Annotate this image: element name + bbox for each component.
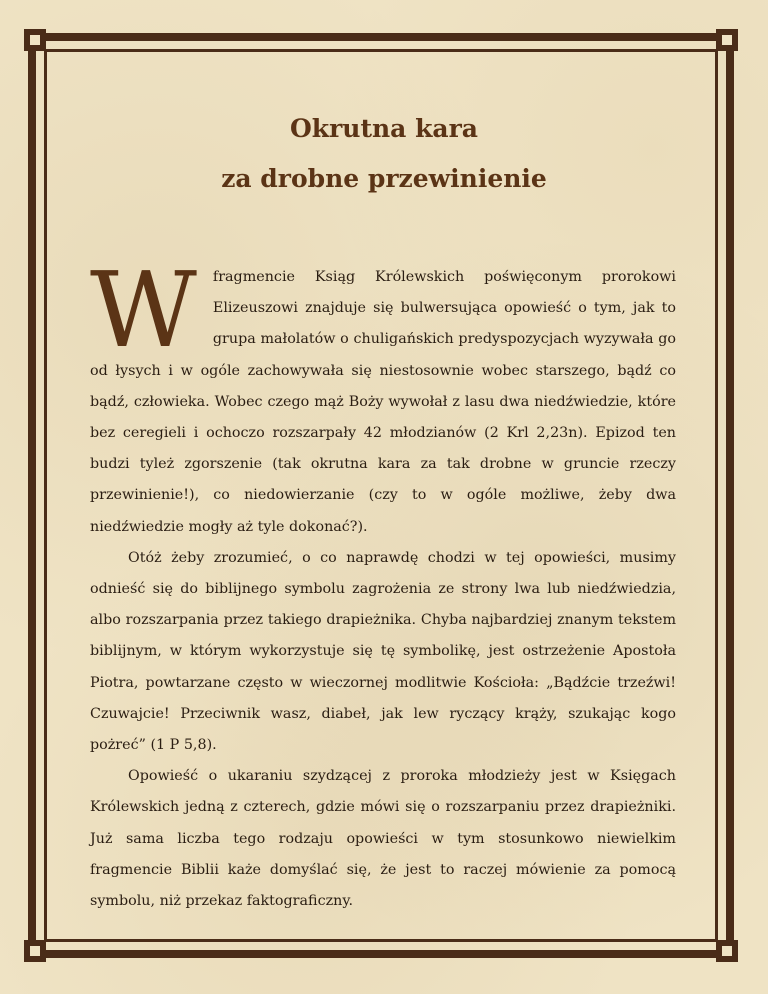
- drop-cap: W: [90, 249, 197, 371]
- paragraph-2: Otóż żeby zrozumieć, o co naprawdę chodzi w tej opowieści, musimy odnieść się do biblijnego symbolu zagrożenia ze strony lwa lub niedźwiedzia, albo rozszarpania przez takiego drapieżnika. Chyba najbardziej znanym tekstem biblijnym, w którym wykorzystuje się tę symbolikę, jest ostrzeżenie Apostoła Piotra, powtarzane często w wieczornej modlitwie Kościoła: „Bądźcie trzeźwi! Czuwajcie! Przeciwnik wasz, diabeł, jak lew ryczący krąży, szukając kogo pożreć” (1 P 5,8).: [90, 549, 676, 754]
- page-title-line-1: Okrutna kara: [290, 114, 478, 143]
- corner-ornament-top-left: [24, 29, 46, 51]
- corner-ornament-top-right: [716, 29, 738, 51]
- page-title-line-2: za drobne przewinienie: [221, 164, 547, 193]
- paragraph-1-text: fragmencie Ksiąg Królewskich poświęconym prorokowi Elizeuszowi znajduje się bulwersująca opowieść o tym, jak to grupa małolatów o chuligańskich predyspozycjach wyzywała go od łysych i w ogóle zachowywała się niestosownie wobec starszego, bądź co bądź, człowieka. Wobec czego mąż Boży wywołał z lasu dwa niedźwiedzie, które bez ceregieli i ochoczo rozszarpały 42 młodzianów (2 Krl 2,23n). Epizod ten budzi tyleż zgorszenie (tak okrutna kara za tak drobne w gruncie rzeczy przewinienie!), co niedowierzanie (czy to w ogóle możliwe, żeby dwa niedźwiedzie mogły aż tyle dokonać?).: [90, 269, 676, 535]
- corner-ornament-bottom-right: [716, 940, 738, 962]
- article-body: [90, 249, 676, 917]
- paragraph-3: Opowieść o ukaraniu szydzącej z proroka młodzieży jest w Księgach Królewskich jedną z czterech, gdzie mówi się o rozszarpaniu przez drapieżniki. Już sama liczba tego rodzaju opowieści w tym stosunkowo niewielkim fragmencie Biblii każe domyślać się, że jest to raczej mówienie za pomocą symbolu, niż przekaz faktograficzny.: [90, 768, 676, 910]
- paragraph-1: [90, 249, 676, 543]
- corner-ornament-bottom-left: [24, 940, 46, 962]
